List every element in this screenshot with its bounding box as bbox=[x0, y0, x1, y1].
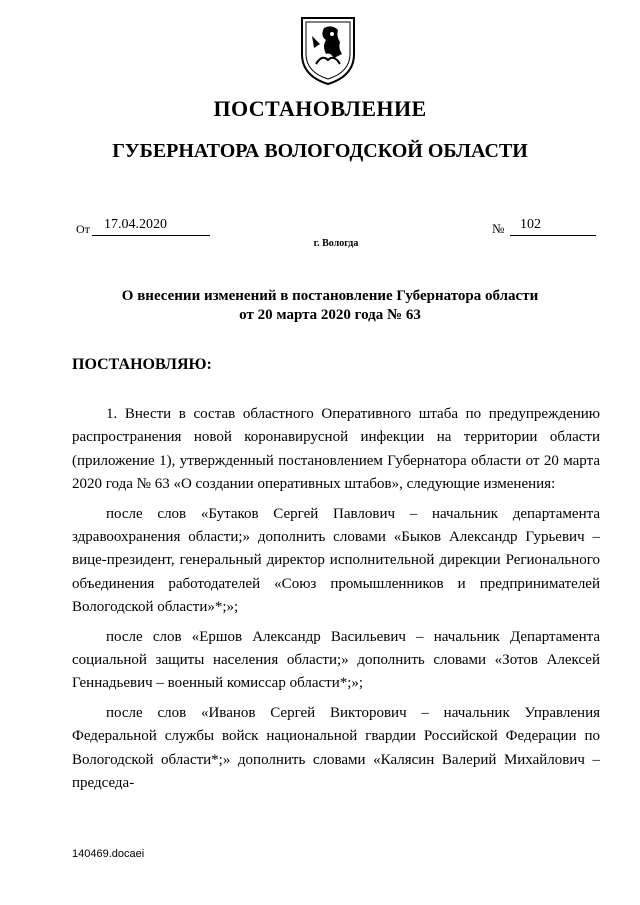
document-number: 102 bbox=[510, 217, 596, 236]
body-paragraph: после слов «Бутаков Сергей Павлович – начальник департамента здравоохранения области;» дополнить словами «Быков Александр Гурьевич – вице-президент, генеральный директор исполнительной дирекции Регионального объединения работодателей «Союз промышленников и предпринимателей Вологодской области»*;»; bbox=[72, 505, 600, 616]
body-paragraph: после слов «Иванов Сергей Викторович – начальник Управления Федеральной службы войск национальной гвардии Российской Федерации по Вологодской области*;» дополнить словами «Калясин Валерий Михайлович – председа- bbox=[72, 704, 600, 792]
body-paragraph: после слов «Ершов Александр Васильевич – начальник Департамента социальной защиты населения области;» дополнить словами «Зотов Алексей Геннадьевич – военный комиссар области*;»; bbox=[72, 628, 600, 692]
document-subtitle: ГУБЕРНАТОРА ВОЛОГОДСКОЙ ОБЛАСТИ bbox=[112, 140, 528, 162]
document-code: 140469.docaei bbox=[72, 848, 145, 860]
document-title: ПОСТАНОВЛЕНИЕ bbox=[213, 96, 427, 121]
document-date: 17.04.2020 bbox=[92, 217, 210, 236]
number-label: № bbox=[492, 221, 505, 236]
document-subject bbox=[0, 287, 640, 325]
coat-of-arms-emblem bbox=[298, 14, 358, 86]
body-paragraph: 1. Внести в состав областного Оперативного штаба по предупреждению распространения новой коронавирусной инфекции на территории области (приложение 1), утвержденный постановлением Губернатора области от 20 марта 2020 года № 63 «О создании оперативных штабов», следующие изменения: bbox=[72, 406, 600, 493]
document-body bbox=[72, 403, 600, 802]
city-label: г. Вологда bbox=[313, 238, 359, 249]
subject-line-2: от 20 марта 2020 года № 63 bbox=[239, 307, 421, 323]
subject-line-1: О внесении изменений в постановление Губернатора области bbox=[121, 288, 539, 304]
decree-word: ПОСТАНОВЛЯЮ: bbox=[72, 356, 212, 373]
date-label: От bbox=[76, 222, 90, 236]
